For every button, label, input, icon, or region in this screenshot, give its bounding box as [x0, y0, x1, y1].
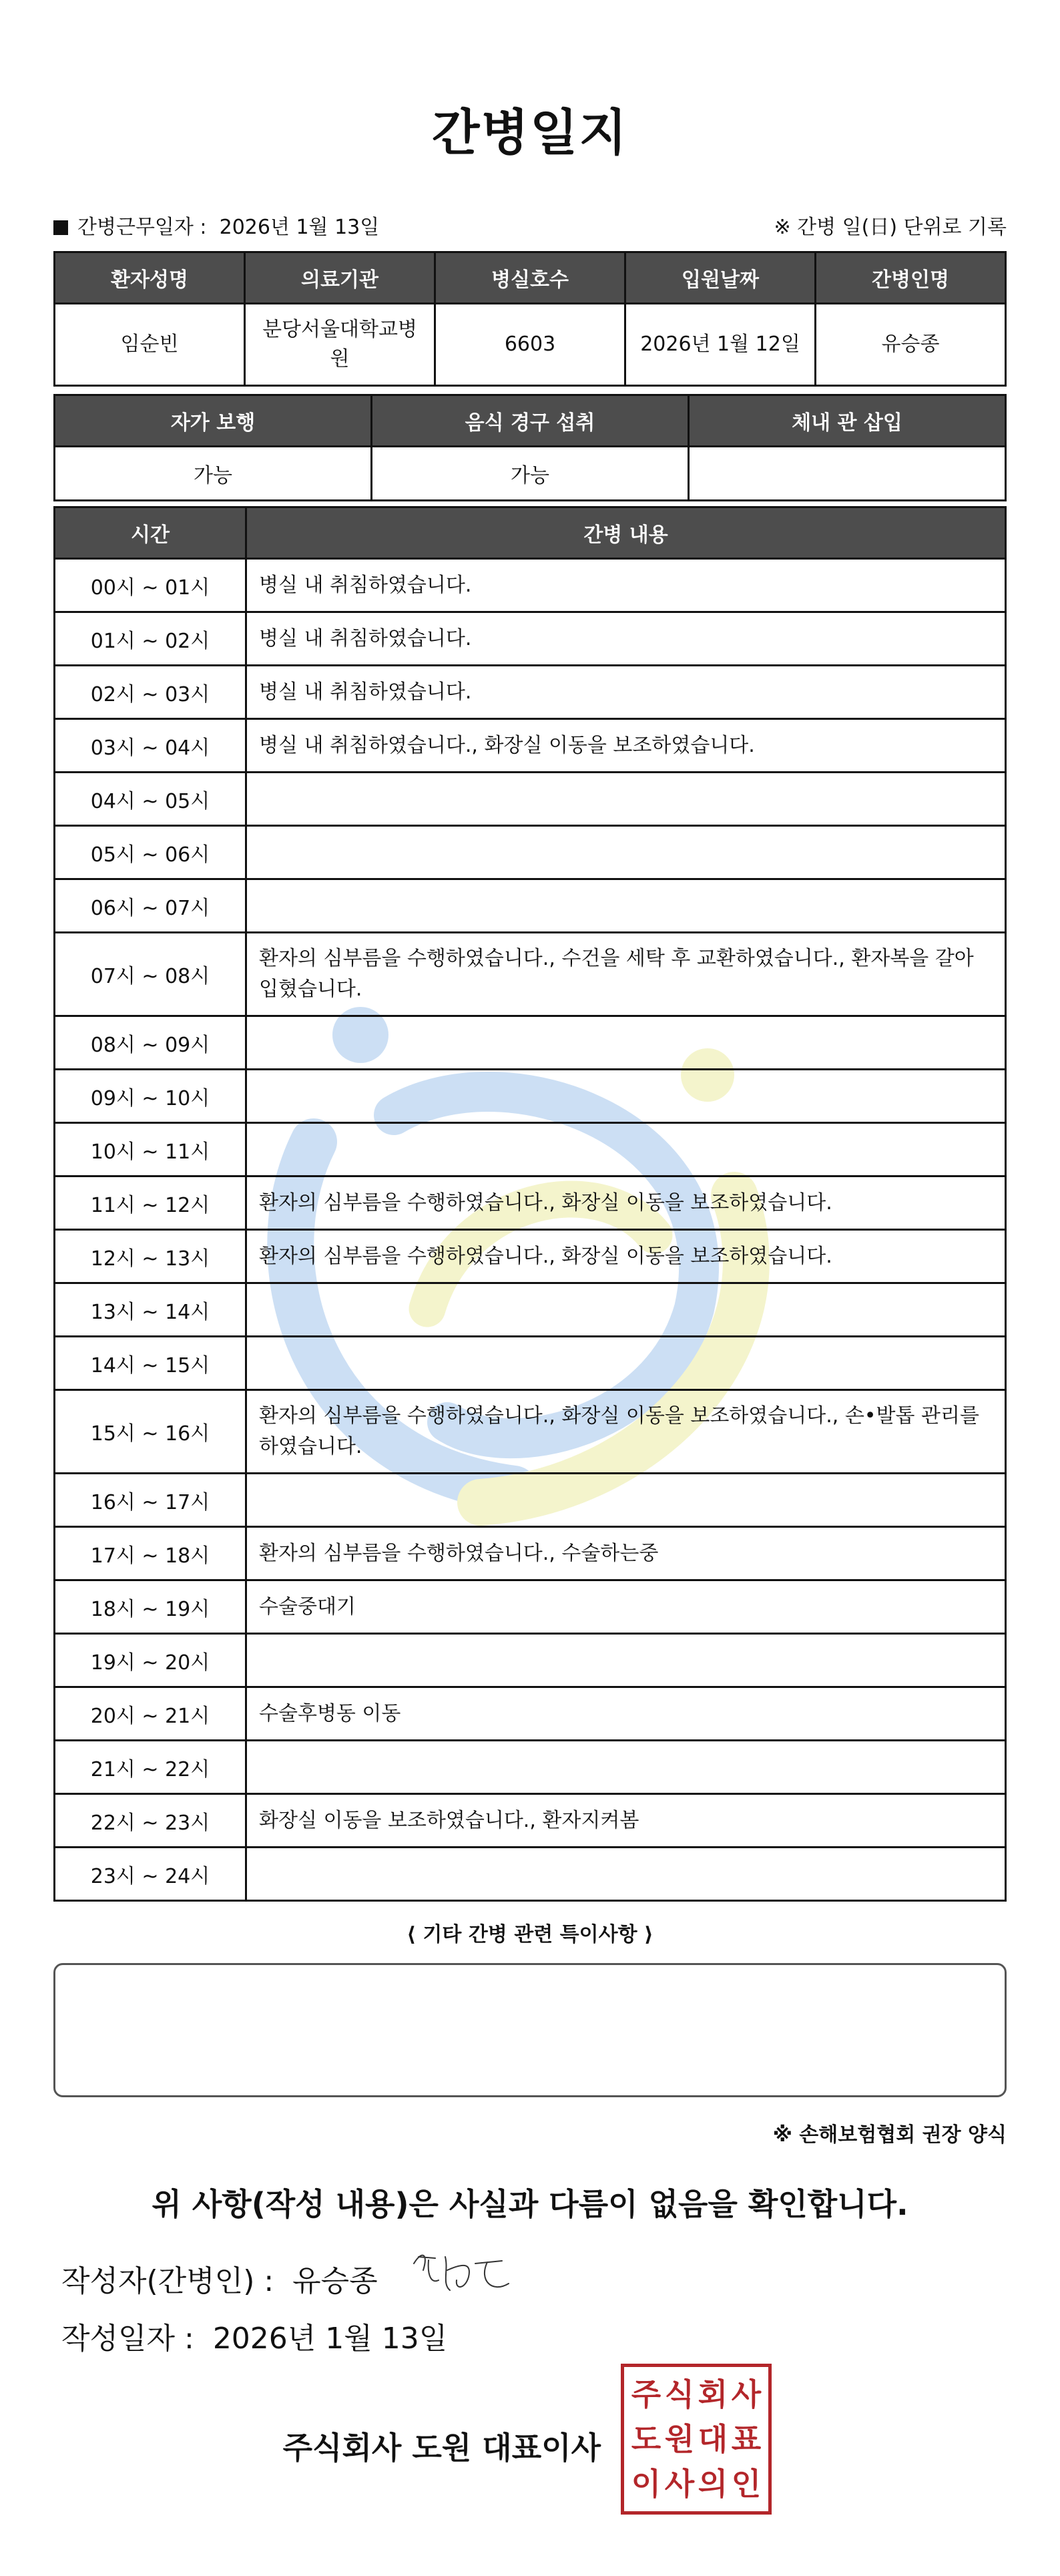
- content-cell: 환자의 심부름을 수행하였습니다., 화장실 이동을 보조하였습니다., 손•발톱 관리를 하였습니다.: [246, 1390, 1006, 1474]
- table-row: [55, 1230, 1006, 1283]
- table-row: [55, 1848, 1006, 1901]
- table-row: [55, 1016, 1006, 1070]
- patient-info-table: [53, 251, 1007, 387]
- content-cell: [246, 826, 1006, 879]
- time-cell: 09시 ~ 10시: [55, 1070, 246, 1123]
- time-cell: 10시 ~ 11시: [55, 1123, 246, 1176]
- header-self-walking: 자가 보행: [55, 395, 372, 447]
- table-row: [55, 1527, 1006, 1580]
- self-walking-value: 가능: [55, 447, 372, 501]
- time-cell: 14시 ~ 15시: [55, 1337, 246, 1390]
- seal-char: 주: [631, 2376, 661, 2413]
- content-cell: 병실 내 취침하였습니다.: [246, 612, 1006, 666]
- table-row: [55, 612, 1006, 666]
- content-cell: [246, 1123, 1006, 1176]
- other-notes-label: ⟨ 기타 간병 관련 특이사항 ⟩: [407, 1923, 653, 1946]
- header-patient-name: 환자성명: [55, 252, 245, 304]
- patient-name: 임순빈: [55, 304, 245, 386]
- table-row: [55, 666, 1006, 719]
- table-row: [55, 1390, 1006, 1474]
- time-cell: 00시 ~ 01시: [55, 559, 246, 612]
- time-cell: 22시 ~ 23시: [55, 1794, 246, 1848]
- time-cell: 05시 ~ 06시: [55, 826, 246, 879]
- header-hospital: 의료기관: [245, 252, 435, 304]
- handwritten-signature-icon: [409, 2243, 515, 2300]
- header-tube-insertion: 체내 관 삽입: [689, 395, 1006, 447]
- other-notes-box: [53, 1963, 1007, 2097]
- header-admission-date: 입원날짜: [625, 252, 816, 304]
- table-row: [55, 719, 1006, 773]
- table-row: [55, 879, 1006, 933]
- table-row: [55, 773, 1006, 826]
- writer-name: 유승종: [292, 2264, 378, 2298]
- table-row: [55, 1123, 1006, 1176]
- tube-insertion-value: [689, 447, 1006, 501]
- seal-char: 표: [731, 2420, 762, 2457]
- header-time: 시간: [55, 507, 246, 559]
- content-cell: 환자의 심부름을 수행하였습니다., 수건을 세탁 후 교환하였습니다., 환자복을 갈아입혔습니다.: [246, 933, 1006, 1016]
- time-cell: 21시 ~ 22시: [55, 1741, 246, 1794]
- seal-char: 원: [664, 2420, 695, 2457]
- seal-char: 회: [698, 2376, 728, 2413]
- hospital-name: 분당서울대학교병원: [245, 304, 435, 386]
- time-cell: 02시 ~ 03시: [55, 666, 246, 719]
- patient-status-table: [53, 394, 1007, 501]
- write-date-label: 작성일자 :: [61, 2322, 194, 2356]
- table-row: [55, 933, 1006, 1016]
- content-cell: 병실 내 취침하였습니다.: [246, 559, 1006, 612]
- caregiver-name: 유승종: [816, 304, 1006, 386]
- room-number: 6603: [435, 304, 625, 386]
- content-cell: [246, 1016, 1006, 1070]
- content-cell: [246, 1634, 1006, 1687]
- time-cell: 03시 ~ 04시: [55, 719, 246, 773]
- content-cell: [246, 1848, 1006, 1901]
- time-cell: 04시 ~ 05시: [55, 773, 246, 826]
- time-cell: 23시 ~ 24시: [55, 1848, 246, 1901]
- content-cell: 수술중대기: [246, 1580, 1006, 1634]
- header-oral-intake: 음식 경구 섭취: [372, 395, 689, 447]
- time-cell: 13시 ~ 14시: [55, 1283, 246, 1337]
- content-cell: 병실 내 취침하였습니다.: [246, 666, 1006, 719]
- content-cell: 화장실 이동을 보조하였습니다., 환자지켜봄: [246, 1794, 1006, 1848]
- header-room-number: 병실호수: [435, 252, 625, 304]
- seal-char: 이: [631, 2465, 661, 2502]
- content-cell: 환자의 심부름을 수행하였습니다., 수술하는중: [246, 1527, 1006, 1580]
- header-caregiver-name: 간병인명: [816, 252, 1006, 304]
- table-row: [55, 1283, 1006, 1337]
- time-cell: 20시 ~ 21시: [55, 1687, 246, 1741]
- company-representative: 주식회사 도원 대표이사: [282, 2430, 601, 2466]
- content-cell: 환자의 심부름을 수행하였습니다., 화장실 이동을 보조하였습니다.: [246, 1230, 1006, 1283]
- write-date: 2026년 1월 13일: [212, 2322, 448, 2356]
- header-care-content: 간병 내용: [246, 507, 1006, 559]
- unit-note: ※ 간병 일(日) 단위로 기록: [774, 216, 1007, 239]
- writer-label: 작성자(간병인) :: [61, 2264, 274, 2298]
- seal-char: 대: [698, 2420, 728, 2457]
- time-cell: 12시 ~ 13시: [55, 1230, 246, 1283]
- work-date-label: 간병근무일자 :: [77, 216, 207, 239]
- oral-intake-value: 가능: [372, 447, 689, 501]
- content-cell: [246, 1283, 1006, 1337]
- content-cell: [246, 1474, 1006, 1527]
- table-row: [55, 1474, 1006, 1527]
- content-cell: [246, 773, 1006, 826]
- table-row: [55, 1687, 1006, 1741]
- table-row: [55, 1580, 1006, 1634]
- work-date-line: [53, 210, 1007, 240]
- write-date-line: [61, 2314, 447, 2357]
- content-cell: [246, 1337, 1006, 1390]
- time-cell: 19시 ~ 20시: [55, 1634, 246, 1687]
- seal-char: 인: [731, 2465, 762, 2502]
- confirmation-statement: 위 사항(작성 내용)은 사실과 다름이 없음을 확인합니다.: [152, 2186, 908, 2222]
- writer-line: [61, 2257, 378, 2300]
- admission-date: 2026년 1월 12일: [625, 304, 816, 386]
- content-cell: [246, 879, 1006, 933]
- seal-char: 의: [698, 2465, 728, 2502]
- content-cell: [246, 1070, 1006, 1123]
- time-cell: 18시 ~ 19시: [55, 1580, 246, 1634]
- content-cell: 수술후병동 이동: [246, 1687, 1006, 1741]
- content-cell: 환자의 심부름을 수행하였습니다., 화장실 이동을 보조하였습니다.: [246, 1176, 1006, 1230]
- table-row: [55, 1634, 1006, 1687]
- content-cell: [246, 1741, 1006, 1794]
- seal-char: 사: [664, 2465, 695, 2502]
- table-row: [55, 826, 1006, 879]
- time-cell: 01시 ~ 02시: [55, 612, 246, 666]
- work-date: 2026년 1월 13일: [219, 216, 380, 239]
- content-cell: 병실 내 취침하였습니다., 화장실 이동을 보조하였습니다.: [246, 719, 1006, 773]
- seal-char: 도: [631, 2420, 661, 2457]
- time-cell: 15시 ~ 16시: [55, 1390, 246, 1474]
- time-cell: 06시 ~ 07시: [55, 879, 246, 933]
- seal-char: 사: [731, 2376, 762, 2413]
- time-cell: 16시 ~ 17시: [55, 1474, 246, 1527]
- table-row: [55, 1070, 1006, 1123]
- page-title: 간병일지: [432, 104, 628, 162]
- time-cell: 17시 ~ 18시: [55, 1527, 246, 1580]
- table-row: [55, 1741, 1006, 1794]
- form-source-note: ※ 손해보험협회 권장 양식: [772, 2123, 1007, 2147]
- seal-char: 식: [664, 2376, 695, 2413]
- table-row: [55, 1337, 1006, 1390]
- square-bullet-icon: [53, 220, 68, 235]
- table-row: [55, 1176, 1006, 1230]
- table-row: [55, 1794, 1006, 1848]
- care-log-table: [53, 506, 1007, 1902]
- table-row: [55, 559, 1006, 612]
- time-cell: 07시 ~ 08시: [55, 933, 246, 1016]
- company-seal-stamp: [621, 2364, 772, 2515]
- time-cell: 11시 ~ 12시: [55, 1176, 246, 1230]
- time-cell: 08시 ~ 09시: [55, 1016, 246, 1070]
